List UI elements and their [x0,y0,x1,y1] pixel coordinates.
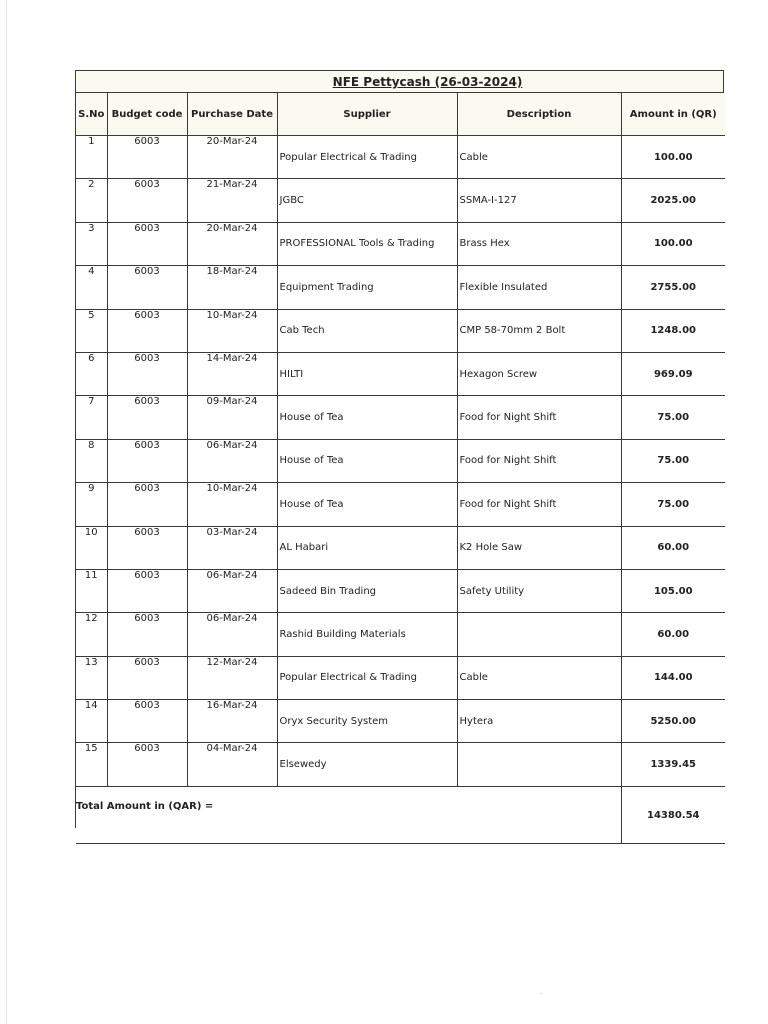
cell-purchase-date: 04-Mar-24 [187,743,277,786]
pettycash-sheet [75,70,724,828]
cell-sno: 12 [76,613,107,656]
cell-purchase-date: 21-Mar-24 [187,179,277,222]
cell-budget-code: 6003 [107,179,187,222]
cell-supplier: House of Tea [277,483,457,526]
sheet-title-row [76,71,723,93]
cell-purchase-date: 06-Mar-24 [187,569,277,612]
cell-description: CMP 58-70mm 2 Bolt [457,309,621,352]
cell-purchase-date: 10-Mar-24 [187,483,277,526]
cell-amount: 60.00 [621,613,725,656]
cell-amount: 75.00 [621,396,725,439]
cell-sno: 14 [76,700,107,743]
cell-budget-code: 6003 [107,656,187,699]
cell-sno: 5 [76,309,107,352]
cell-description: Food for Night Shift [457,396,621,439]
page-edge-line [6,0,7,1024]
cell-purchase-date: 18-Mar-24 [187,266,277,309]
cell-amount: 75.00 [621,483,725,526]
table-row [76,309,725,352]
cell-purchase-date: 06-Mar-24 [187,613,277,656]
table-row [76,179,725,222]
table-row [76,439,725,482]
cell-purchase-date: 20-Mar-24 [187,136,277,179]
cell-sno: 2 [76,179,107,222]
cell-supplier: HILTI [277,352,457,395]
cell-supplier: House of Tea [277,439,457,482]
cell-purchase-date: 12-Mar-24 [187,656,277,699]
cell-amount: 100.00 [621,222,725,265]
cell-supplier: Cab Tech [277,309,457,352]
table-row [76,526,725,569]
cell-purchase-date: 06-Mar-24 [187,439,277,482]
cell-sno: 11 [76,569,107,612]
cell-supplier: Elsewedy [277,743,457,786]
cell-sno: 4 [76,266,107,309]
cell-sno: 1 [76,136,107,179]
cell-sno: 15 [76,743,107,786]
cell-budget-code: 6003 [107,743,187,786]
cell-description [457,613,621,656]
cell-sno: 8 [76,439,107,482]
header-sno: S.No [76,93,107,136]
total-value: 14380.54 [621,786,725,843]
cell-supplier: Popular Electrical & Trading [277,656,457,699]
cell-description: Flexible Insulated [457,266,621,309]
cell-description: Food for Night Shift [457,483,621,526]
cell-description [457,743,621,786]
cell-budget-code: 6003 [107,439,187,482]
table-row [76,743,725,786]
header-supplier: Supplier [277,93,457,136]
table-body [76,136,725,844]
cell-supplier: AL Habari [277,526,457,569]
sheet-title: NFE Pettycash (26-03-2024) [332,75,523,89]
cell-description: Cable [457,136,621,179]
cell-description: Hexagon Screw [457,352,621,395]
table-header-row [76,93,725,136]
cell-amount: 2025.00 [621,179,725,222]
cell-supplier: House of Tea [277,396,457,439]
cell-budget-code: 6003 [107,309,187,352]
cell-supplier: Popular Electrical & Trading [277,136,457,179]
cell-purchase-date: 14-Mar-24 [187,352,277,395]
cell-description: Brass Hex [457,222,621,265]
cell-amount: 144.00 [621,656,725,699]
table-row [76,613,725,656]
cell-amount: 60.00 [621,526,725,569]
cell-supplier: Oryx Security System [277,700,457,743]
cell-sno: 3 [76,222,107,265]
cell-purchase-date: 03-Mar-24 [187,526,277,569]
table-row [76,352,725,395]
table-row [76,569,725,612]
cell-description: SSMA-I-127 [457,179,621,222]
table-row [76,222,725,265]
cell-sno: 7 [76,396,107,439]
table-row [76,483,725,526]
cell-sno: 6 [76,352,107,395]
cell-budget-code: 6003 [107,352,187,395]
cell-supplier: Rashid Building Materials [277,613,457,656]
cell-sno: 10 [76,526,107,569]
cell-amount: 2755.00 [621,266,725,309]
header-budget-code: Budget code [107,93,187,136]
cell-purchase-date: 10-Mar-24 [187,309,277,352]
cell-budget-code: 6003 [107,396,187,439]
table-row [76,656,725,699]
header-purchase-date: Purchase Date [187,93,277,136]
cell-budget-code: 6003 [107,526,187,569]
cell-sno: 13 [76,656,107,699]
cell-amount: 75.00 [621,439,725,482]
header-description: Description [457,93,621,136]
cell-description: Safety Utility [457,569,621,612]
cell-purchase-date: 20-Mar-24 [187,222,277,265]
table-row [76,700,725,743]
pettycash-table [76,93,725,844]
cell-budget-code: 6003 [107,569,187,612]
scan-speck [540,993,542,994]
header-amount: Amount in (QR) [621,93,725,136]
cell-budget-code: 6003 [107,222,187,265]
cell-description: Hytera [457,700,621,743]
cell-supplier: Equipment Trading [277,266,457,309]
cell-supplier: Sadeed Bin Trading [277,569,457,612]
cell-amount: 1248.00 [621,309,725,352]
cell-amount: 5250.00 [621,700,725,743]
cell-amount: 100.00 [621,136,725,179]
total-row [76,786,725,843]
cell-amount: 969.09 [621,352,725,395]
cell-description: K2 Hole Saw [457,526,621,569]
cell-budget-code: 6003 [107,700,187,743]
cell-amount: 1339.45 [621,743,725,786]
cell-amount: 105.00 [621,569,725,612]
cell-supplier: PROFESSIONAL Tools & Trading [277,222,457,265]
cell-purchase-date: 16-Mar-24 [187,700,277,743]
table-row [76,136,725,179]
cell-sno: 9 [76,483,107,526]
cell-budget-code: 6003 [107,136,187,179]
cell-description: Food for Night Shift [457,439,621,482]
cell-budget-code: 6003 [107,613,187,656]
table-row [76,396,725,439]
cell-budget-code: 6003 [107,266,187,309]
cell-purchase-date: 09-Mar-24 [187,396,277,439]
table-row [76,266,725,309]
cell-supplier: JGBC [277,179,457,222]
cell-budget-code: 6003 [107,483,187,526]
cell-description: Cable [457,656,621,699]
total-label: Total Amount in (QAR) = [76,786,621,843]
